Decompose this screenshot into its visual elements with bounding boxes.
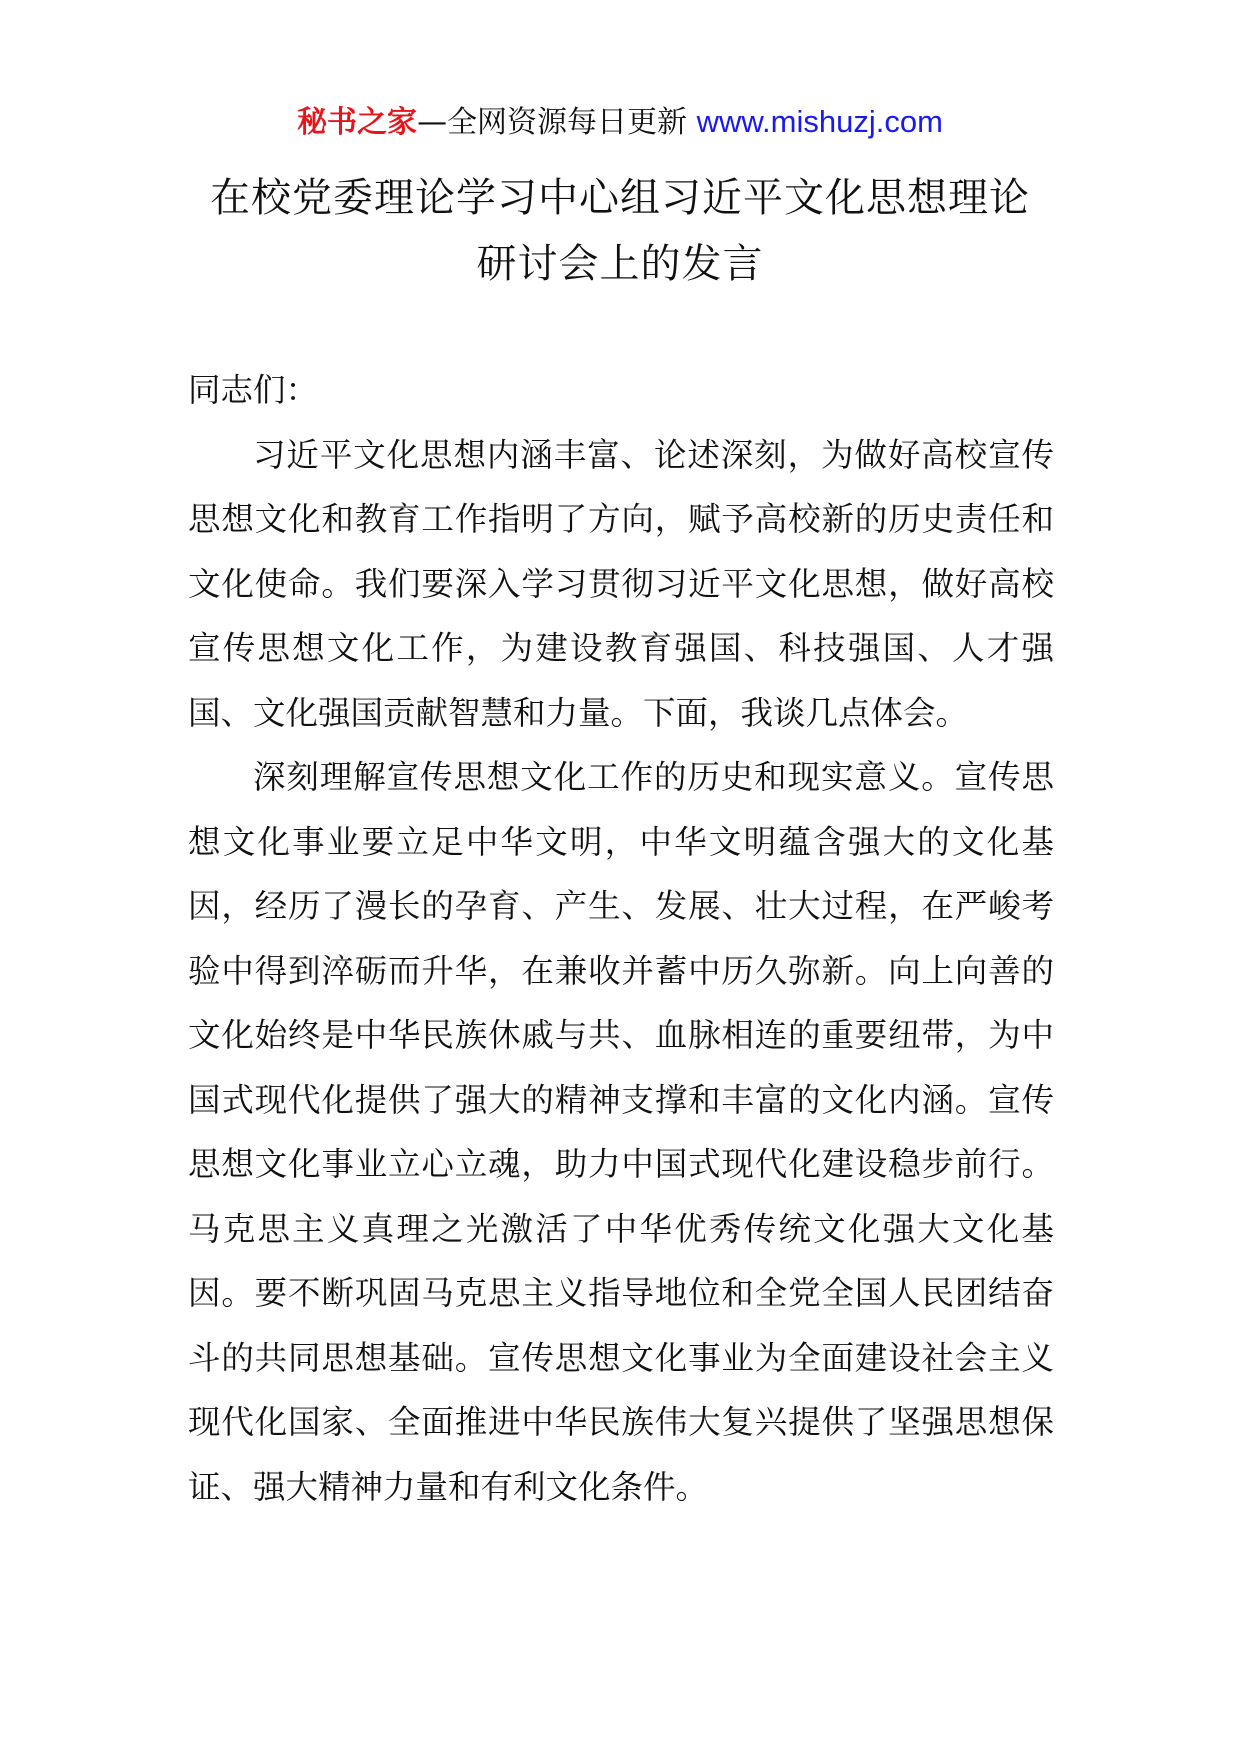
title-line-1: 在校党委理论学习中心组习近平文化思想理论 (210, 175, 1030, 221)
site-header (0, 100, 1240, 145)
salutation: 同志们： (188, 371, 319, 409)
title-line-2: 研讨会上的发言 (476, 241, 764, 287)
brand-name: 秘书之家 (297, 105, 418, 140)
paragraph-intro: 习近平文化思想内涵丰富、论述深刻，为做好高校宣传思想文化和教育工作指明了方向，赋予高校新的历史责任和文化使命。我们要深入学习贯彻习近平文化思想，做好高校宣传思想文化工作，为建设教育强国、科技强国、人才强国、文化强国贡献智慧和力量。下面，我谈几点体会。 (188, 435, 1054, 732)
site-url-link[interactable]: www.mishuzj.com (696, 104, 943, 139)
header-tagline: —全网资源每日更新 (417, 105, 697, 140)
paragraph-significance: 深刻理解宣传思想文化工作的历史和现实意义。宣传思想文化事业要立足中华文明，中华文明蕴含强大的文化基因，经历了漫长的孕育、产生、发展、壮大过程，在严峻考验中得到淬砺而升华，在兼收并蓄中历久弥新。向上向善的文化始终是中华民族休戚与共、血脉相连的重要纽带，为中国式现代化提供了强大的精神支撑和丰富的文化内涵。宣传思想文化事业立心立魂，助力中国式现代化建设稳步前行。马克思主义真理之光激活了中华优秀传统文化强大文化基因。要不断巩固马克思主义指导地位和全党全国人民团结奋斗的共同思想基础。宣传思想文化事业为全面建设社会主义现代化国家、全面推进中华民族伟大复兴提供了坚强思想保证、强大精神力量和有利文化条件。 (188, 758, 1054, 1506)
document-title (130, 165, 1110, 297)
document-body (188, 358, 1054, 1519)
